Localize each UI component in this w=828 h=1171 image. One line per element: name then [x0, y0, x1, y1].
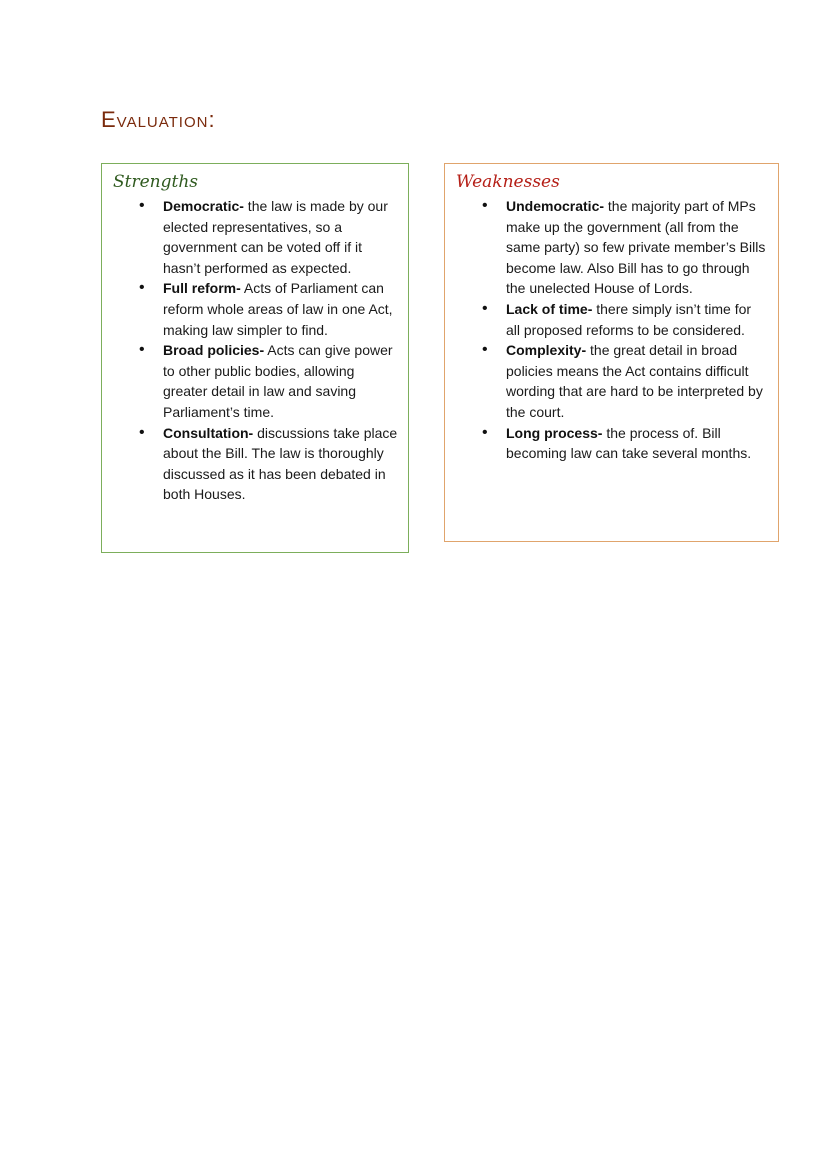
strength-item-consultation [163, 423, 398, 505]
point-text: the process of. Bill becoming law can take several months. [506, 424, 752, 462]
strengths-heading: Strengths [113, 172, 198, 192]
point-term: Complexity- [506, 342, 587, 359]
page-title: Evaluation: [101, 107, 216, 132]
weaknesses-box [444, 163, 779, 542]
point-text: the majority part of MPs make up the government (all from the same party) so few private member’s Bills become law. Also Bill has to go through the unelected House of Lords. [506, 198, 766, 297]
weaknesses-list [506, 196, 768, 464]
point-text: discussions take place about the Bill. The law is thoroughly discussed as it has been debated in both Houses. [163, 424, 398, 503]
weakness-item-complexity [506, 340, 768, 422]
point-text: Acts of Parliament can reform whole areas of law in one Act, making law simpler to find. [163, 280, 393, 338]
point-text: there simply isn’t time for all proposed reforms to be considered. [506, 300, 752, 338]
weakness-item-undemocratic [506, 196, 768, 299]
strength-item-democratic [163, 196, 398, 278]
strength-item-full-reform [163, 278, 398, 340]
point-text: the law is made by our elected representatives, so a government can be voted off if it hasn’t performed as expected. [163, 198, 388, 276]
point-term: Full reform- [163, 280, 241, 297]
point-term: Lack of time- [506, 300, 593, 317]
point-term: Consultation- [163, 424, 254, 441]
point-term: Democratic- [163, 198, 244, 214]
point-term: Broad policies- [163, 342, 265, 359]
weaknesses-heading: Weaknesses [456, 172, 560, 192]
weakness-item-long-process [506, 423, 768, 464]
weakness-item-lack-of-time [506, 299, 768, 340]
point-term: Long process- [506, 424, 603, 441]
strengths-list [163, 196, 398, 505]
strengths-box [101, 163, 409, 553]
strength-item-broad-policies [163, 340, 398, 422]
point-text: Acts can give power to other public bodies, allowing greater detail in law and saving Parliament’s time. [163, 342, 393, 420]
point-term: Undemocratic- [506, 198, 605, 214]
point-text: the great detail in broad policies means the Act contains difficult wording that are hard to be interpreted by the court. [506, 342, 763, 420]
